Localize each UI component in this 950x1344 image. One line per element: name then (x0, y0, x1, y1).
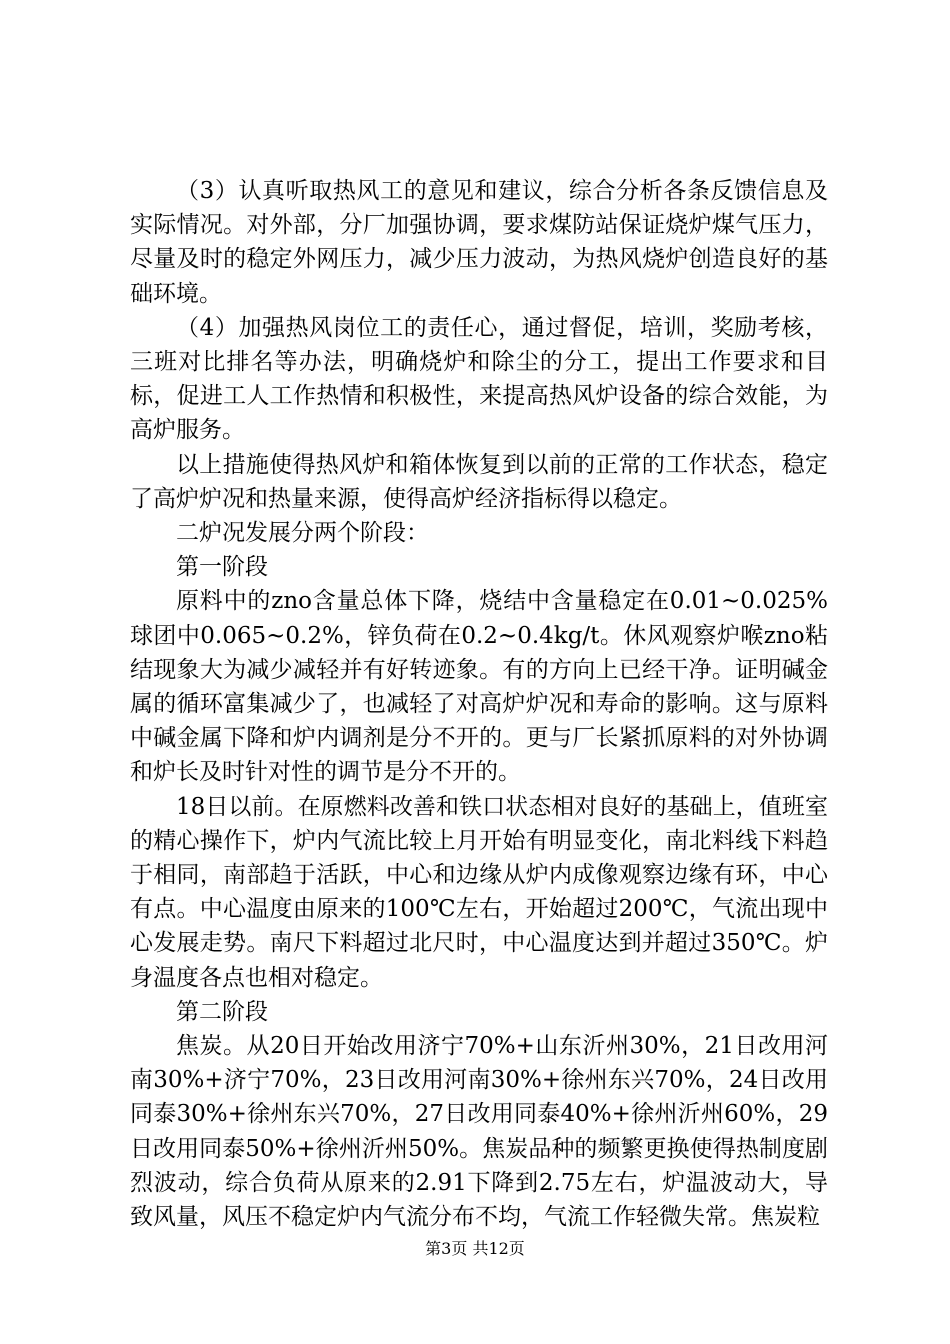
paragraph-coke: 焦炭。从20日开始改用济宁70%+山东沂州30%，21日改用河南30%+济宁70%，23日改用河南30%+徐州东兴70%，24日改用同泰30%+徐州东兴70%，27日改用同泰40%+徐州沂州60%，29日改用同泰50%+徐州沂州50%。焦炭品种的频繁更换使得热制度剧烈波动，综合负荷从原来的2.91下降到2.75左右，炉温波动大，导致风量，风压不稳定炉内气流分布不均，气流工作轻微失常。焦炭粒 (130, 1033, 828, 1231)
paragraph-measure-3: （3）认真听取热风工的意见和建议，综合分析各条反馈信息及实际情况。对外部，分厂加强协调，要求煤防站保证烧炉煤气压力，尽量及时的稳定外网压力，减少压力波动，为热风烧炉创造良好的基础环境。 (130, 178, 828, 307)
stage-heading-first: 第一阶段 (176, 554, 268, 581)
paragraph-before-18th: 18日以前。在原燃料改善和铁口状态相对良好的基础上，值班室的精心操作下，炉内气流比较上月开始有明显变化，南北料线下料趋于相同，南部趋于活跃，中心和边缘从炉内成像观察边缘有环，中心有点。中心温度由原来的100℃左右，开始超过200℃，气流出现中心发展走势。南尺下料超过北尺时，中心温度达到并超过350℃。炉身温度各点也相对稳定。 (130, 793, 828, 991)
stage-heading-second: 第二阶段 (176, 998, 268, 1025)
page-number-footer: 第3页 共12页 (425, 1239, 525, 1258)
document-body (130, 174, 828, 1234)
section-heading-stages: 二炉况发展分两个阶段： (176, 520, 429, 547)
paragraph-measure-4: （4）加强热风岗位工的责任心，通过督促，培训，奖励考核，三班对比排名等办法，明确烧炉和除尘的分工，提出工作要求和目标，促进工人工作热情和积极性，来提高热风炉设备的综合效能，为高炉服务。 (130, 314, 828, 444)
paragraph-raw-material: 原料中的zno含量总体下降，烧结中含量稳定在0.01~0.025%球团中0.065~0.2%，锌负荷在0.2~0.4kg/t。休风观察炉喉zno粘结现象大为减少减轻并有好转迹象。有的方向上已经干净。证明碱金属的循环富集减少了，也减轻了对高炉炉况和寿命的影响。这与原料中碱金属下降和炉内调剂是分不开的。更与厂长紧抓原料的对外协调和炉长及时针对性的调节是分不开的。 (130, 588, 828, 786)
paragraph-summary: 以上措施使得热风炉和箱体恢复到以前的正常的工作状态，稳定了高炉炉况和热量来源，使得高炉经济指标得以稳定。 (130, 451, 828, 512)
